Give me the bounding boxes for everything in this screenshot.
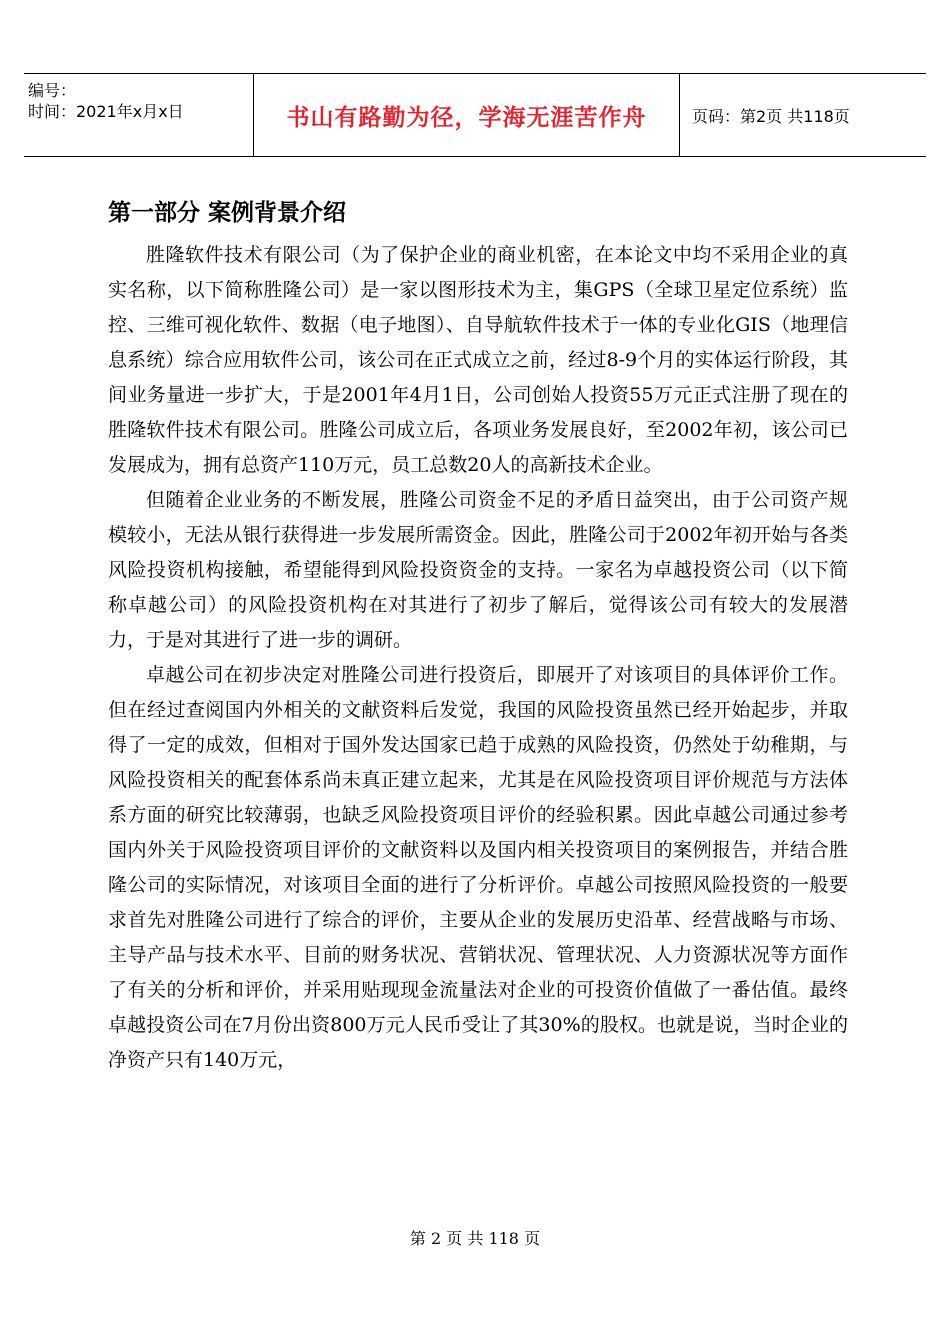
header-page-info: 页码：第2页 共118页 (692, 106, 850, 126)
section-title: 第一部分 案例背景介绍 (108, 200, 347, 226)
paragraph: 胜隆软件技术有限公司（为了保护企业的商业机密，在本论文中均不采用企业的真实名称，以下简称胜隆公司）是一家以图形技术为主，集GPS（全球卫星定位系统）监控、三维可视化软件、数据（电子地图）、自导航软件技术于一体的专业化GIS（地理信息系统）综合应用软件公司，该公司在正式成立之前，经过8-9个月的实体运行阶段，其间业务量进一步扩大，于是2001年4月1日，公司创始人投资55万元正式注册了现在的胜隆软件技术有限公司。胜隆公司成立后，各项业务发展良好，至2002年初，该公司已发展成为，拥有总资产110万元，员工总数20人的高新技术企业。 (108, 244, 848, 476)
header-meta (24, 74, 254, 156)
document-time-label: 时间：2021年x月x日 (28, 102, 184, 121)
document-number-label: 编号： (28, 81, 77, 100)
page-footer: 第 2 页 共 118 页 (409, 1229, 541, 1248)
paragraph: 卓越公司在初步决定对胜隆公司进行投资后，即展开了对该项目的具体评价工作。但在经过查阅国内外相关的文献资料后发觉，我国的风险投资虽然已经开始起步，并取得了一定的成效，但相对于国外发达国家已趋于成熟的风险投资，仍然处于幼稚期，与风险投资相关的配套体系尚未真正建立起来，尤其是在风险投资项目评价规范与方法体系方面的研究比较薄弱，也缺乏风险投资项目评价的经验积累。因此卓越公司通过参考国内外关于风险投资项目评价的文献资料以及国内相关投资项目的案例报告，并结合胜隆公司的实际情况，对该项目全面的进行了分析评价。卓越公司按照风险投资的一般要求首先对胜隆公司进行了综合的评价，主要从企业的发展历史沿革、经营战略与市场、主导产品与技术水平、目前的财务状况、营销状况、管理状况、人力资源状况等方面作了有关的分析和评价，并采用贴现现金流量法对企业的可投资价值做了一番估值。最终卓越投资公司在7月份出资800万元人民币受让了其30%的股权。也就是说，当时企业的净资产只有140万元， (108, 664, 848, 1071)
header-motto: 书山有路勤为径，学海无涯苦作舟 (286, 104, 647, 131)
header-motto-cell (254, 74, 680, 156)
document-body (108, 238, 848, 1078)
paragraph: 但随着企业业务的不断发展，胜隆公司资金不足的矛盾日益突出，由于公司资产规模较小，无法从银行获得进一步发展所需资金。因此，胜隆公司于2002年初开始与各类风险投资机构接触，希望能得到风险投资资金的支持。一家名为卓越投资公司（以下简称卓越公司）的风险投资机构在对其进行了初步了解后，觉得该公司有较大的发展潜力，于是对其进行了进一步的调研。 (108, 489, 848, 651)
page-header (24, 73, 926, 157)
